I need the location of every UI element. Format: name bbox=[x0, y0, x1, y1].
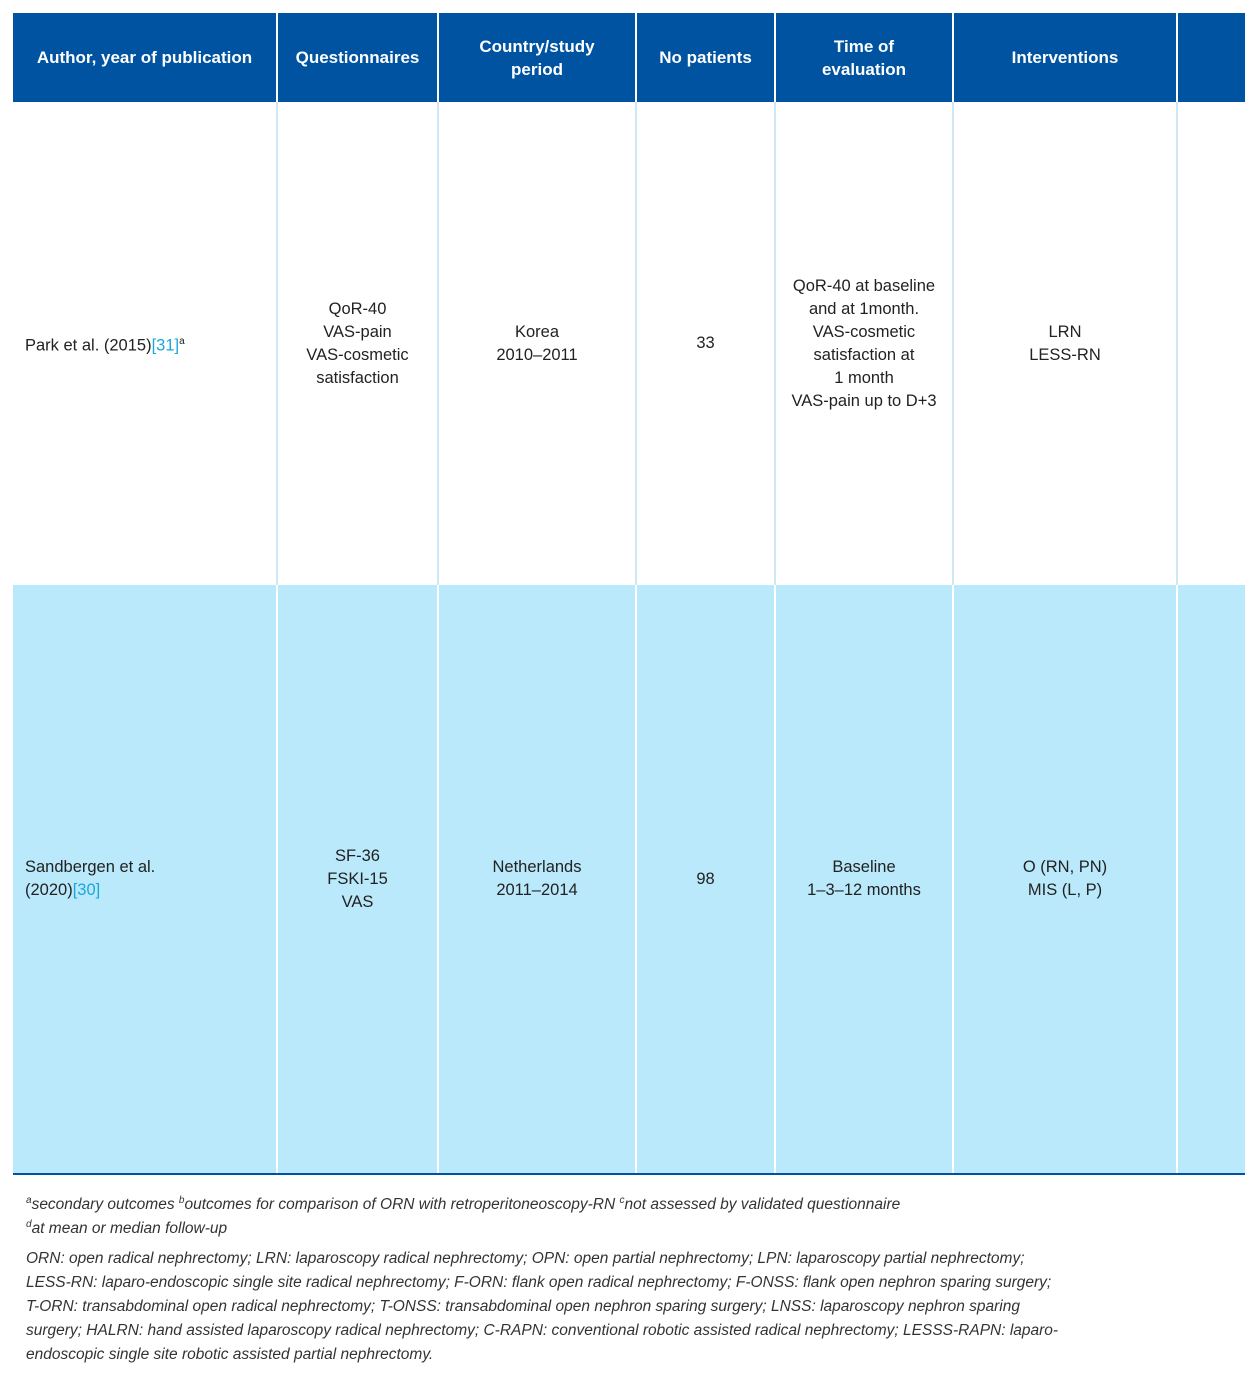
time-line: Baseline bbox=[832, 858, 896, 876]
cell-author bbox=[13, 102, 277, 585]
intervention-item: LRN bbox=[1048, 322, 1082, 341]
author-text: Park et al. (2015) bbox=[25, 336, 152, 355]
abbreviation-line: T-ORN: transabdominal open radical nephrectomy; T-ONSS: transabdominal open nephron sparing surgery; LNSS: laparoscopy nephron sparing bbox=[26, 1298, 1020, 1315]
author-year: (2020) bbox=[25, 881, 73, 899]
table-row bbox=[13, 585, 1245, 1173]
footnote-text: secondary outcomes bbox=[31, 1196, 179, 1213]
intervention-item: O (RN, PN) bbox=[1022, 858, 1108, 876]
study-period: 2010–2011 bbox=[496, 345, 578, 364]
table-row bbox=[13, 102, 1245, 585]
time-line: VAS-pain up to D+3 bbox=[791, 391, 937, 410]
questionnaire-item: FSKI-15 bbox=[327, 869, 388, 888]
cell-country-period bbox=[438, 585, 636, 1173]
time-line: satisfaction at bbox=[813, 345, 915, 364]
footnote-sup: d bbox=[26, 1218, 32, 1230]
cell-questionnaires bbox=[277, 102, 438, 585]
intervention-item: MIS (L, P) bbox=[1027, 881, 1103, 899]
cell-author bbox=[13, 585, 277, 1173]
footnote-sup: b bbox=[178, 1194, 185, 1206]
cell-truncated bbox=[1177, 585, 1245, 1173]
questionnaire-item: SF-36 bbox=[335, 846, 380, 865]
table-header-row bbox=[13, 13, 1245, 102]
cell-time-evaluation bbox=[775, 585, 953, 1173]
reference-link[interactable]: [30] bbox=[72, 881, 101, 899]
abbreviation-line: LESS-RN: laparo-endoscopic single site radical nephrectomy; F-ORN: flank open radical nephrectomy; F-ONSS: flank open nephron sparing surgery; bbox=[26, 1274, 1052, 1291]
header-questionnaires: Questionnaires bbox=[277, 13, 438, 102]
header-country-period-text: Country/study period bbox=[479, 36, 595, 79]
country: Netherlands bbox=[492, 858, 582, 876]
intervention-item: LESS-RN bbox=[1029, 345, 1101, 364]
cell-country-period bbox=[438, 102, 636, 585]
country: Korea bbox=[514, 322, 560, 341]
cell-time-evaluation bbox=[775, 102, 953, 585]
header-truncated bbox=[1177, 13, 1245, 102]
footnote-marker: a bbox=[179, 335, 185, 347]
study-period: 2011–2014 bbox=[496, 881, 578, 899]
footnote-line bbox=[26, 1193, 1236, 1217]
header-interventions: Interventions bbox=[953, 13, 1177, 102]
header-time-evaluation-text: Time of evaluation bbox=[821, 36, 907, 79]
table-footnotes bbox=[26, 1193, 1236, 1367]
questionnaire-item: satisfaction bbox=[316, 368, 399, 387]
abbreviation-line: surgery; HALRN: hand assisted laparoscopy radical nephrectomy; C-RAPN: conventional robotic assisted radical nephrectomy; LESSS-RAPN: laparo- bbox=[26, 1322, 1059, 1339]
author-text: Sandbergen et al. bbox=[25, 858, 156, 876]
questionnaire-item: VAS-cosmetic bbox=[306, 345, 409, 364]
cell-patients: 98 bbox=[636, 585, 775, 1173]
header-country-period bbox=[438, 13, 636, 102]
questionnaire-item: QoR-40 bbox=[328, 299, 387, 318]
cell-patients: 33 bbox=[636, 102, 775, 585]
abbreviation-line: endoscopic single site robotic assisted partial nephrectomy. bbox=[26, 1346, 434, 1363]
questionnaire-item: VAS bbox=[341, 892, 374, 911]
time-line: VAS-cosmetic bbox=[812, 322, 916, 341]
footnote-text: at mean or median follow-up bbox=[31, 1220, 228, 1237]
cell-truncated bbox=[1177, 102, 1245, 585]
footnote-text: not assessed by validated questionnaire bbox=[624, 1196, 901, 1213]
footnote-sup: c bbox=[619, 1194, 625, 1206]
table-bottom-rule bbox=[13, 1173, 1245, 1175]
header-patients: No patients bbox=[636, 13, 775, 102]
time-line: 1–3–12 months bbox=[807, 881, 921, 899]
cell-interventions bbox=[953, 585, 1177, 1173]
studies-table bbox=[13, 13, 1245, 1173]
questionnaire-item: VAS-pain bbox=[323, 322, 392, 341]
footnote-line bbox=[26, 1217, 1236, 1241]
reference-link[interactable]: [31] bbox=[151, 336, 180, 355]
cell-questionnaires bbox=[277, 585, 438, 1173]
abbreviation-line: ORN: open radical nephrectomy; LRN: laparoscopy radical nephrectomy; OPN: open partial nephrectomy; LPN: laparoscopy partial nephrectomy; bbox=[26, 1250, 1025, 1267]
time-line: and at 1month. bbox=[808, 299, 920, 318]
footnote-text: outcomes for comparison of ORN with retroperitoneoscopy-RN bbox=[184, 1196, 620, 1213]
cell-interventions bbox=[953, 102, 1177, 585]
header-time-evaluation bbox=[775, 13, 953, 102]
header-author: Author, year of publication bbox=[13, 13, 277, 102]
footnote-sup: a bbox=[26, 1194, 32, 1206]
time-line: 1 month bbox=[834, 368, 894, 387]
time-line: QoR-40 at baseline bbox=[792, 276, 936, 295]
